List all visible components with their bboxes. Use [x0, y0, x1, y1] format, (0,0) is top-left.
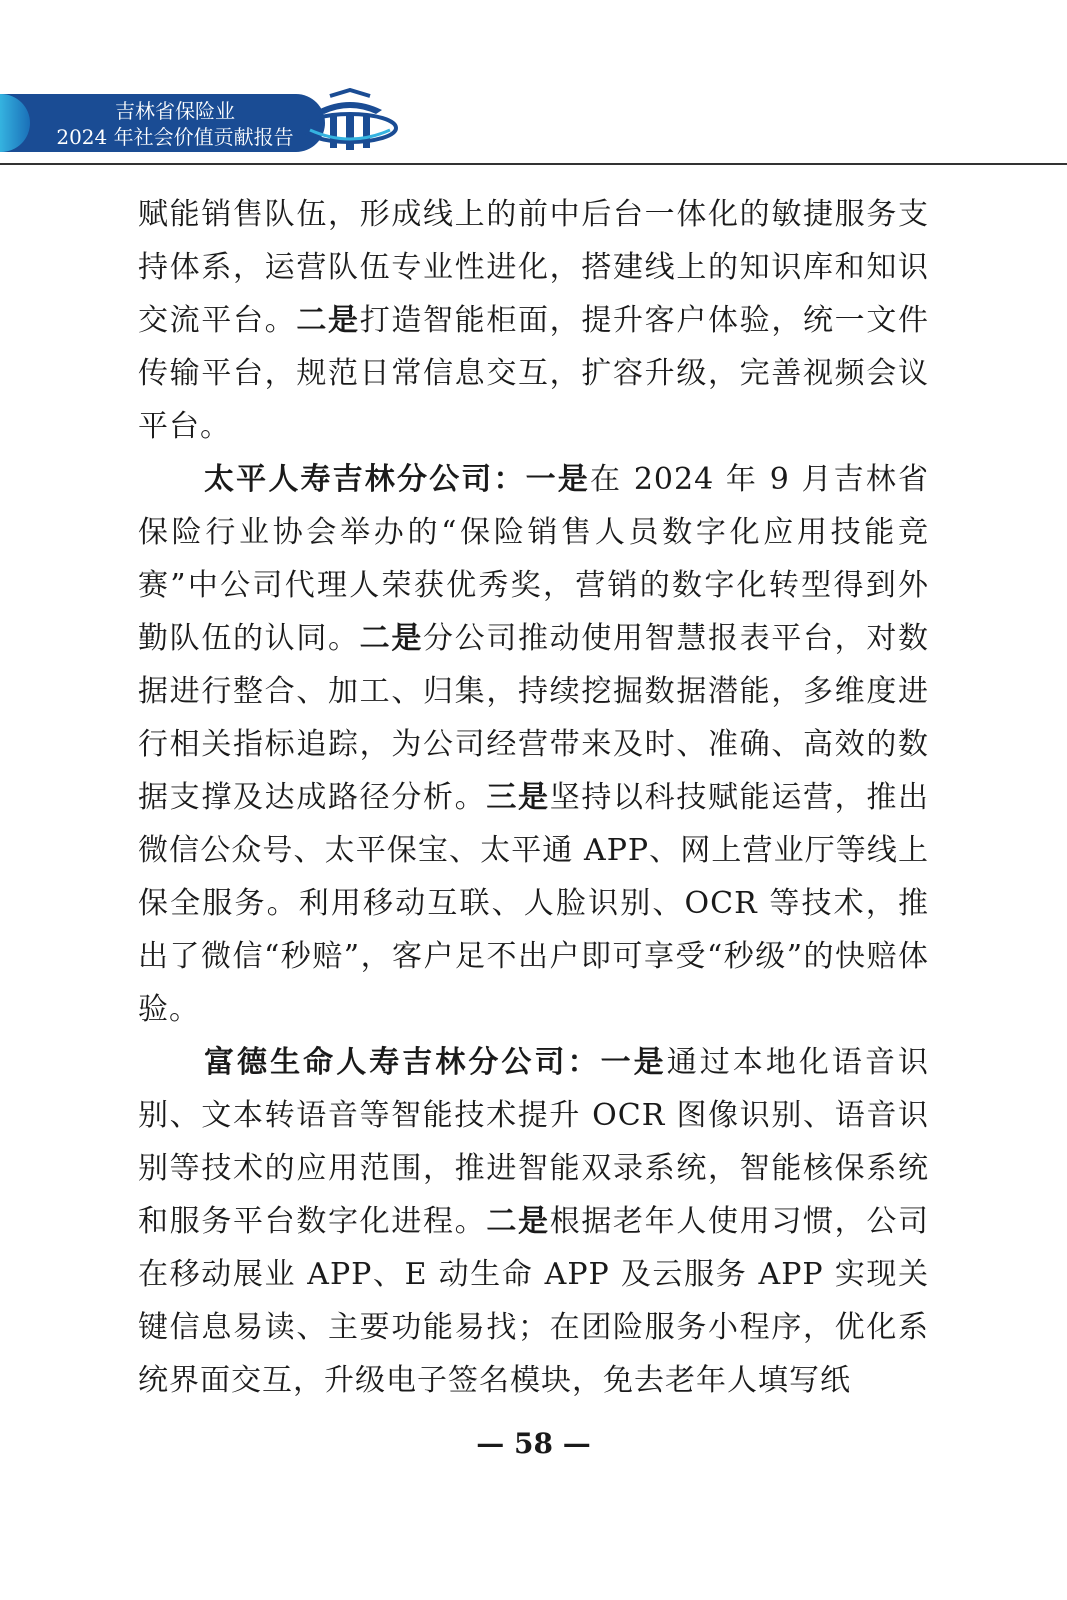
p3-sentence-1: 通过本地化语音识别、文本转语音等智能技术提升 OCR 图像识别、语音识别等技术的应用范围，推进智能双录系统，智能核保系统和服务平台数字化进程。	[138, 1045, 930, 1239]
p1-sentence-2: 打造智能柜面，提升客户体验，统一文件传输平台，规范日常信息交互，扩容升级，完善视频会议平台。	[138, 303, 930, 444]
p3-keyword-2: 二是	[486, 1204, 550, 1239]
p3-keyword-1: 一是	[600, 1045, 667, 1080]
report-header	[0, 88, 1067, 168]
paragraph-1	[138, 188, 929, 453]
p2-sentence-2: 分公司推动使用智慧报表平台，对数据进行整合、加工、归集，持续挖掘数据潜能，多维度进行相关指标追踪，为公司经营带来及时、准确、高效的数据支撑及达成路径分析。	[138, 621, 930, 815]
p1-keyword-2: 二是	[296, 303, 360, 338]
p1-sentence-1: 赋能销售队伍，形成线上的前中后台一体化的敏捷服务支持体系，运营队伍专业性进化，搭建线上的知识库和知识交流平台。	[138, 197, 929, 338]
p2-sentence-3: 坚持以科技赋能运营，推出微信公众号、太平保宝、太平通 APP、网上营业厅等线上保全服务。利用移动互联、人脸识别、OCR 等技术，推出了微信“秒赔”，客户足不出户即可享受“秒级”的快赔体验。	[138, 780, 930, 1027]
p3-company-name: 富德生命人寿吉林分公司：	[204, 1045, 601, 1080]
p2-company-name: 太平人寿吉林分公司：	[204, 462, 526, 497]
p2-keyword-1: 一是	[525, 462, 590, 497]
header-title-line1: 吉林省保险业	[115, 99, 235, 123]
building-emblem-icon	[300, 88, 400, 158]
header-divider	[0, 163, 1067, 165]
page-number: — 58 —	[476, 1427, 591, 1460]
paragraph-3	[138, 1036, 929, 1407]
p2-sentence-1: 在 2024 年 9 月吉林省保险行业协会举办的“保险销售人员数字化应用技能竞赛”中公司代理人荣获优秀奖，营销的数字化转型得到外勤队伍的认同。	[138, 462, 929, 656]
paragraph-2	[138, 453, 929, 1036]
p3-sentence-2: 根据老年人使用习惯，公司在移动展业 APP、E 动生命 APP 及云服务 APP 实现关键信息易读、主要功能易找；在团险服务小程序，优化系统界面交互，升级电子签名模块，免去老年人填写纸	[138, 1204, 930, 1398]
header-title	[40, 98, 310, 150]
body-text	[138, 188, 929, 1407]
header-title-line2: 2024 年社会价值贡献报告	[56, 125, 294, 149]
p2-keyword-2: 二是	[359, 621, 424, 656]
p2-keyword-3: 三是	[486, 780, 550, 815]
